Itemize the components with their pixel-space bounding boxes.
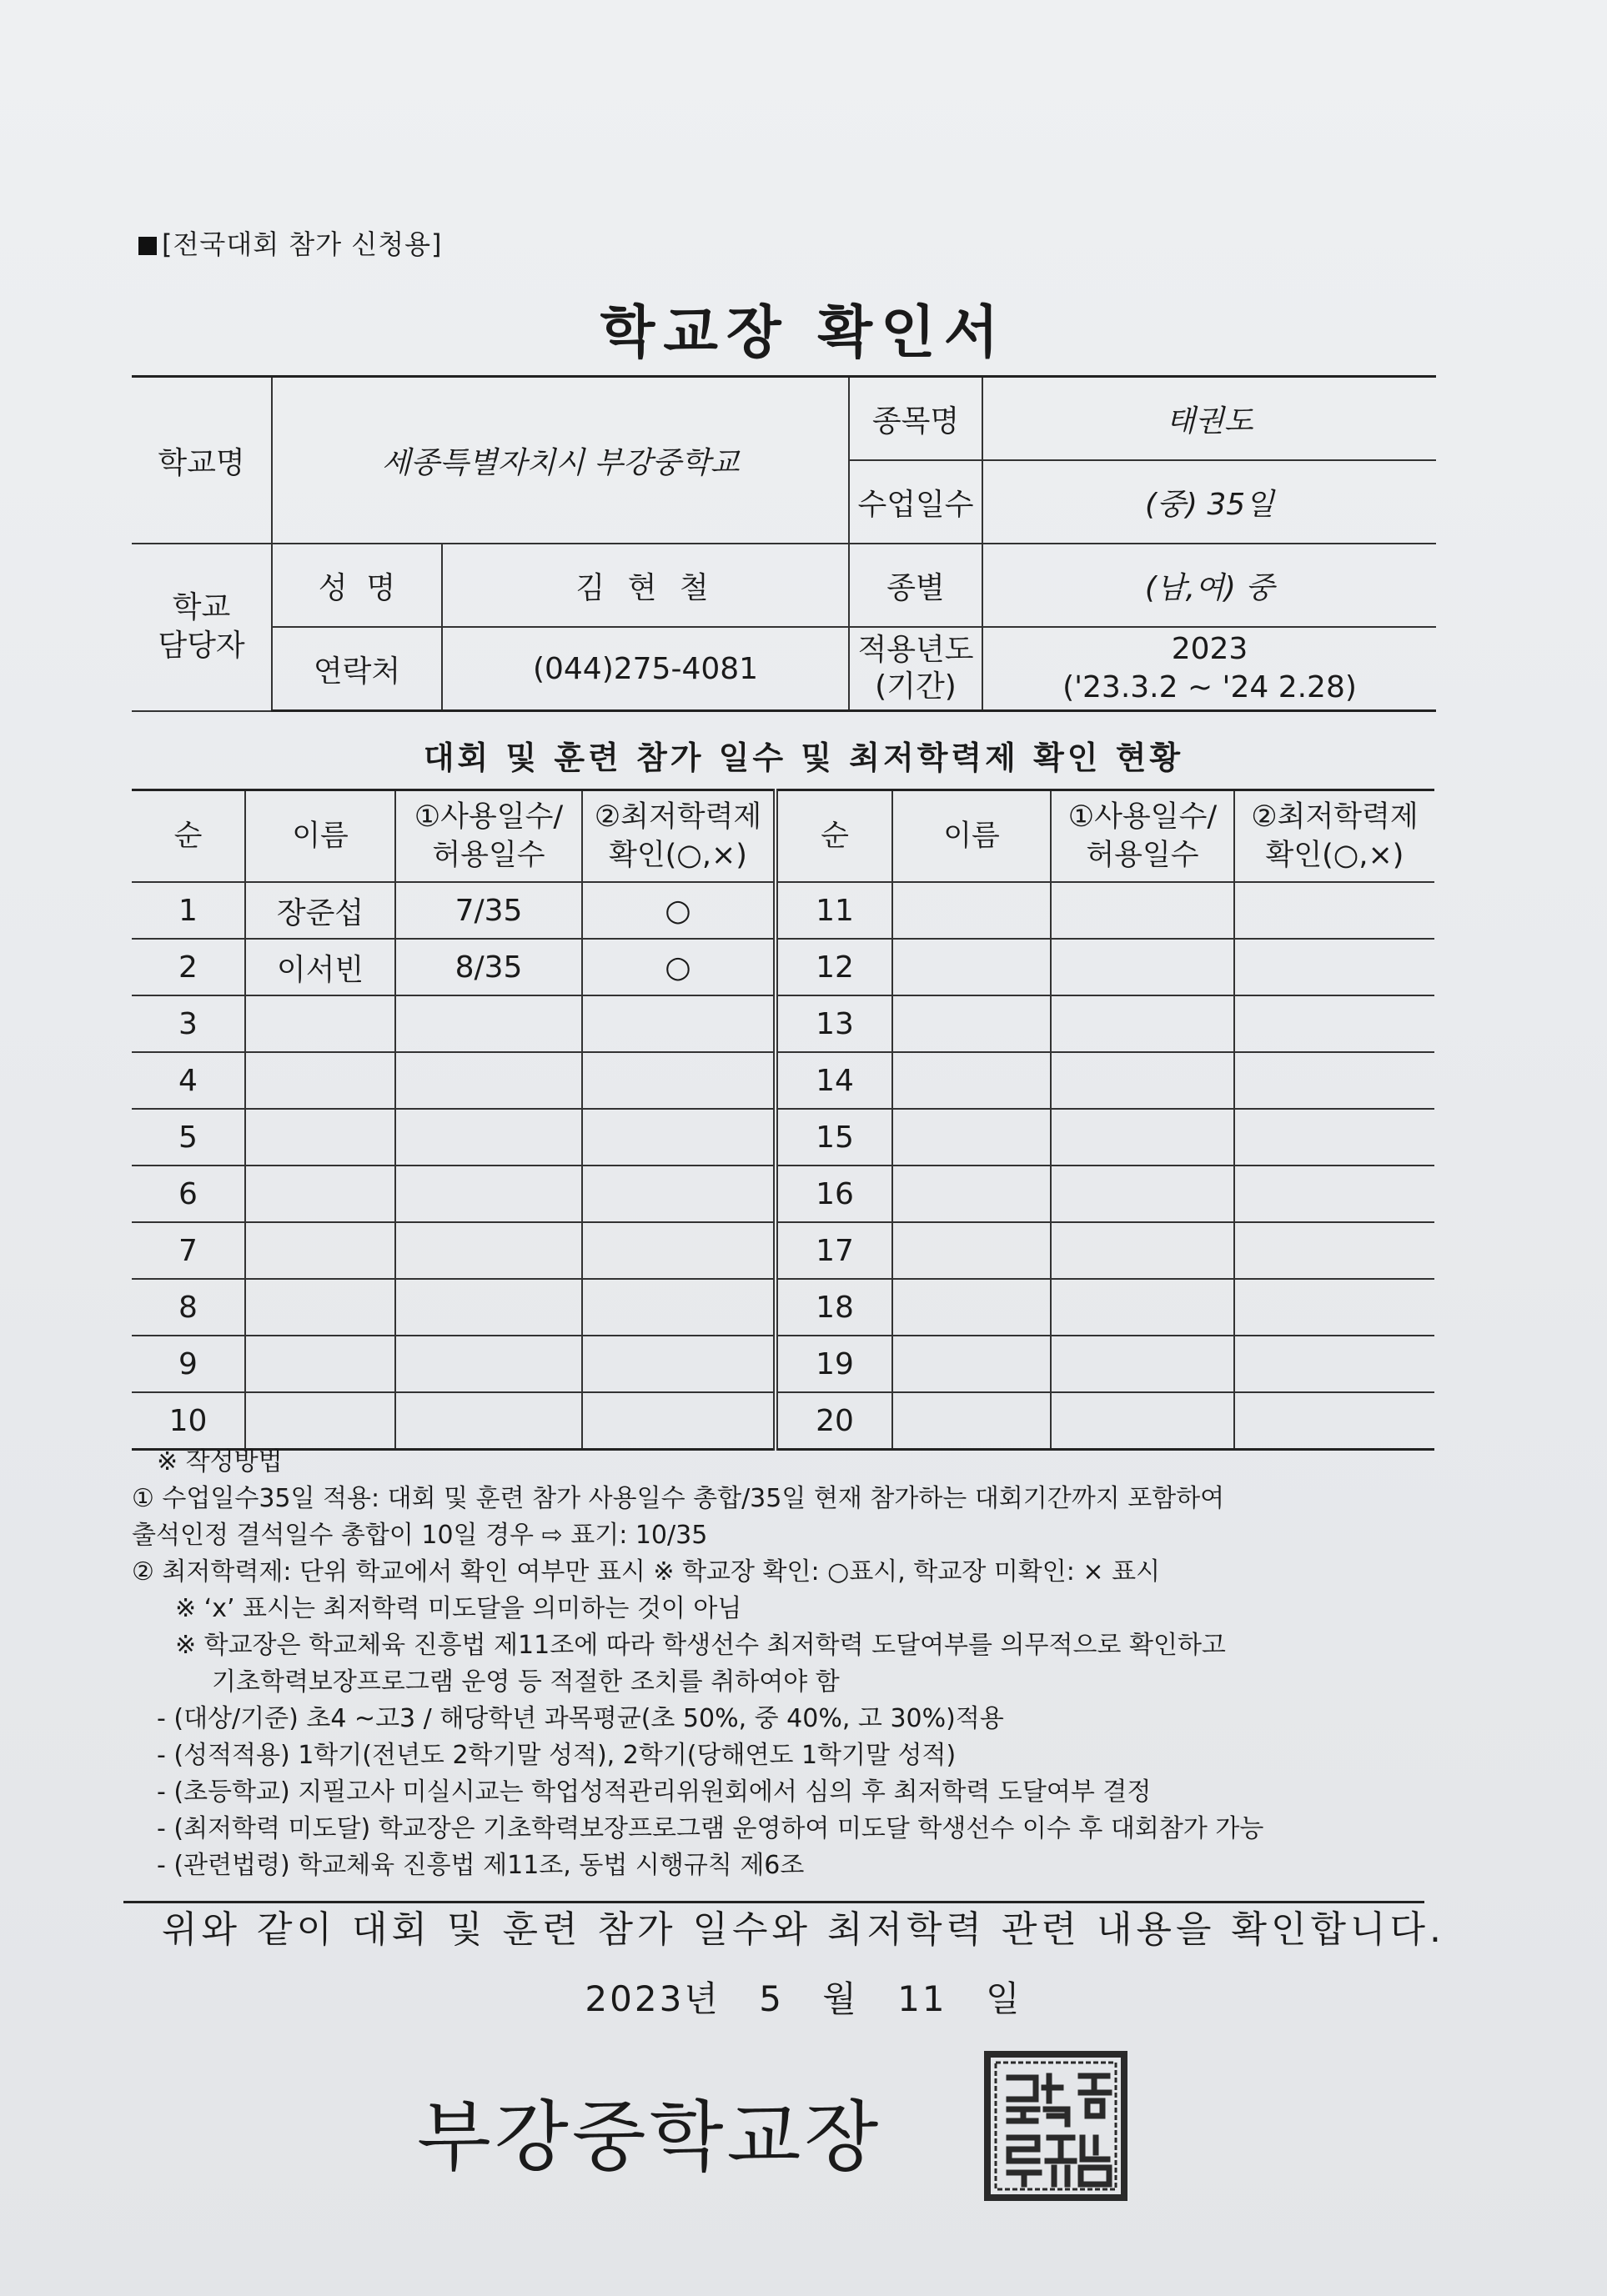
row-no: 8 <box>132 1279 245 1336</box>
row-days <box>395 1279 582 1336</box>
row-name <box>245 1109 395 1166</box>
row-name <box>245 1052 395 1109</box>
row-check <box>582 1052 776 1109</box>
principal-signature: 부강중학교장 <box>417 2093 882 2182</box>
gender-label: 종별 <box>849 544 982 627</box>
note-dash-5: - (관련법령) 학교체육 진흥법 제11조, 동법 시행규칙 제6조 <box>157 1851 805 1880</box>
row-name <box>245 1166 395 1222</box>
row-days: 8/35 <box>395 939 582 995</box>
confirmation-statement: 위와 같이 대회 및 훈련 참가 일수와 최저학력 관련 내용을 확인합니다. <box>162 1908 1445 1951</box>
row-days <box>1051 882 1234 939</box>
table-row <box>132 1166 1434 1222</box>
row-check: ○ <box>582 882 776 939</box>
row-check <box>1234 995 1434 1052</box>
row-days <box>395 1052 582 1109</box>
school-info-table <box>132 375 1436 712</box>
row-name <box>892 1052 1051 1109</box>
table-row <box>132 1109 1434 1166</box>
row-no: 3 <box>132 995 245 1052</box>
row-check <box>582 1392 776 1450</box>
row-no: 14 <box>776 1052 892 1109</box>
col-no-right: 순 <box>776 790 892 883</box>
row-check <box>1234 1109 1434 1166</box>
row-name <box>245 1392 395 1450</box>
sport-label: 종목명 <box>849 377 982 461</box>
form-usage-label <box>138 223 443 262</box>
row-days <box>1051 1166 1234 1222</box>
note-dash-3: - (초등학교) 지필고사 미실시교는 학업성적관리위원회에서 심의 후 최저학력 도달여부 결정 <box>157 1777 1152 1807</box>
row-no: 20 <box>776 1392 892 1450</box>
row-days: 7/35 <box>395 882 582 939</box>
contact-person-label: 학교 담당자 <box>132 544 272 711</box>
row-no: 7 <box>132 1222 245 1279</box>
table-row <box>132 1392 1434 1450</box>
row-check <box>582 1222 776 1279</box>
row-name <box>892 1109 1051 1166</box>
writing-instructions <box>132 1444 1449 1884</box>
row-days <box>1051 1109 1234 1166</box>
table-row <box>132 1222 1434 1279</box>
col-name-left: 이름 <box>245 790 395 883</box>
note-dash-2: - (성적적용) 1학기(전년도 2학기말 성적), 2학기(당해연도 1학기말 성적) <box>157 1741 957 1770</box>
school-name-value: 세종특별자치시 부강중학교 <box>272 377 849 544</box>
row-days <box>1051 1392 1234 1450</box>
year-cell <box>982 627 1436 711</box>
row-name <box>892 882 1051 939</box>
table-row <box>132 1336 1434 1392</box>
gender-value: (남,여) 중 <box>982 544 1436 627</box>
col-days-right: ①사용일수/ 허용일수 <box>1051 790 1234 883</box>
row-no: 13 <box>776 995 892 1052</box>
row-name <box>245 1279 395 1336</box>
row-name <box>245 1222 395 1279</box>
year-value: 2023 <box>1171 632 1248 666</box>
row-no: 12 <box>776 939 892 995</box>
note-sub-2-line-2: 기초학력보장프로그램 운영 등 적절한 조치를 취하여야 함 <box>212 1667 840 1697</box>
row-check <box>1234 1392 1434 1450</box>
row-no: 18 <box>776 1279 892 1336</box>
row-no: 9 <box>132 1336 245 1392</box>
class-days-value: (중) 35일 <box>982 460 1436 544</box>
row-check <box>1234 1336 1434 1392</box>
phone-value: (044)275-4081 <box>442 627 849 711</box>
note-item-2: ② 최저학력제: 단위 학교에서 확인 여부만 표시 ※ 학교장 확인: ○표시, 학교장 미확인: × 표시 <box>132 1557 1161 1587</box>
issue-date: 2023년 5 월 11 일 <box>585 1978 1022 2019</box>
period-value: ('23.3.2 ~ '24 2.28) <box>1062 670 1357 704</box>
row-no: 10 <box>132 1392 245 1450</box>
col-name-right: 이름 <box>892 790 1051 883</box>
row-days <box>395 1336 582 1392</box>
row-no: 1 <box>132 882 245 939</box>
row-check <box>1234 1052 1434 1109</box>
row-days <box>1051 1279 1234 1336</box>
row-no: 19 <box>776 1336 892 1392</box>
table-row <box>132 882 1434 939</box>
row-days <box>395 995 582 1052</box>
row-name <box>245 1336 395 1392</box>
note-sub-1: ※ ‘x’ 표시는 최저학력 미도달을 의미하는 것이 아님 <box>175 1594 742 1623</box>
official-seal-stamp <box>984 2051 1127 2201</box>
row-days <box>1051 939 1234 995</box>
roster-table <box>132 789 1434 1451</box>
note-dash-1: - (대상/기준) 초4 ~고3 / 해당학년 과목평균(초 50%, 중 40%, 고 30%)적용 <box>157 1704 1004 1733</box>
class-days-label: 수업일수 <box>849 460 982 544</box>
row-check <box>582 1279 776 1336</box>
row-check <box>582 995 776 1052</box>
row-name: 이서빈 <box>245 939 395 995</box>
col-check-right: ②최저학력제 확인(○,×) <box>1234 790 1434 883</box>
col-check-left: ②최저학력제 확인(○,×) <box>582 790 776 883</box>
sport-value: 태권도 <box>982 377 1436 461</box>
document-title: 학교장 확인서 <box>600 300 1007 366</box>
row-name <box>892 1166 1051 1222</box>
row-name <box>892 1279 1051 1336</box>
note-item-1-line-1: ① 수업일수35일 적용: 대회 및 훈련 참가 사용일수 총합/35일 현재 참가하는 대회기간까지 포함하여 <box>132 1484 1225 1513</box>
row-no: 16 <box>776 1166 892 1222</box>
col-no-left: 순 <box>132 790 245 883</box>
row-no: 2 <box>132 939 245 995</box>
notes-heading: ※ 작성방법 <box>157 1447 283 1476</box>
roster-header-row <box>132 790 1434 883</box>
row-no: 4 <box>132 1052 245 1109</box>
row-days <box>1051 995 1234 1052</box>
square-bullet-icon <box>138 237 157 255</box>
table-row <box>132 995 1434 1052</box>
table-row <box>132 939 1434 995</box>
row-days <box>395 1392 582 1450</box>
row-name <box>892 1222 1051 1279</box>
row-name <box>892 1392 1051 1450</box>
year-label: 적용년도 (기간) <box>849 627 982 711</box>
row-check <box>582 1109 776 1166</box>
col-days-left: ①사용일수/ 허용일수 <box>395 790 582 883</box>
row-days <box>1051 1336 1234 1392</box>
row-check: ○ <box>582 939 776 995</box>
row-no: 11 <box>776 882 892 939</box>
row-no: 6 <box>132 1166 245 1222</box>
section-title: 대회 및 훈련 참가 일수 및 최저학력제 확인 현황 <box>423 739 1184 776</box>
row-days <box>395 1222 582 1279</box>
row-check <box>1234 1166 1434 1222</box>
name-value: 김 현 철 <box>442 544 849 627</box>
row-days <box>1051 1222 1234 1279</box>
note-dash-4: - (최저학력 미도달) 학교장은 기초학력보장프로그램 운영하여 미도달 학생선수 이수 후 대회참가 가능 <box>157 1814 1264 1843</box>
school-name-label: 학교명 <box>132 377 272 544</box>
phone-label: 연락처 <box>272 627 442 711</box>
row-check <box>1234 1279 1434 1336</box>
row-name <box>892 939 1051 995</box>
note-item-1-line-2: 출석인정 결석일수 총합이 10일 경우 ⇨ 표기: 10/35 <box>132 1521 708 1550</box>
note-sub-2-line-1: ※ 학교장은 학교체육 진흥법 제11조에 따라 학생선수 최저학력 도달여부를 의무적으로 확인하고 <box>175 1631 1226 1660</box>
form-usage-text: [전국대회 참가 신청용] <box>162 228 443 260</box>
table-row <box>132 1052 1434 1109</box>
row-name <box>245 995 395 1052</box>
row-check <box>582 1166 776 1222</box>
row-days <box>1051 1052 1234 1109</box>
row-name <box>892 995 1051 1052</box>
table-row <box>132 1279 1434 1336</box>
row-check <box>1234 939 1434 995</box>
row-days <box>395 1109 582 1166</box>
row-name <box>892 1336 1051 1392</box>
row-check <box>1234 1222 1434 1279</box>
row-no: 5 <box>132 1109 245 1166</box>
row-days <box>395 1166 582 1222</box>
row-no: 15 <box>776 1109 892 1166</box>
name-label: 성 명 <box>272 544 442 627</box>
row-name: 장준섭 <box>245 882 395 939</box>
row-check <box>582 1336 776 1392</box>
row-no: 17 <box>776 1222 892 1279</box>
row-check <box>1234 882 1434 939</box>
